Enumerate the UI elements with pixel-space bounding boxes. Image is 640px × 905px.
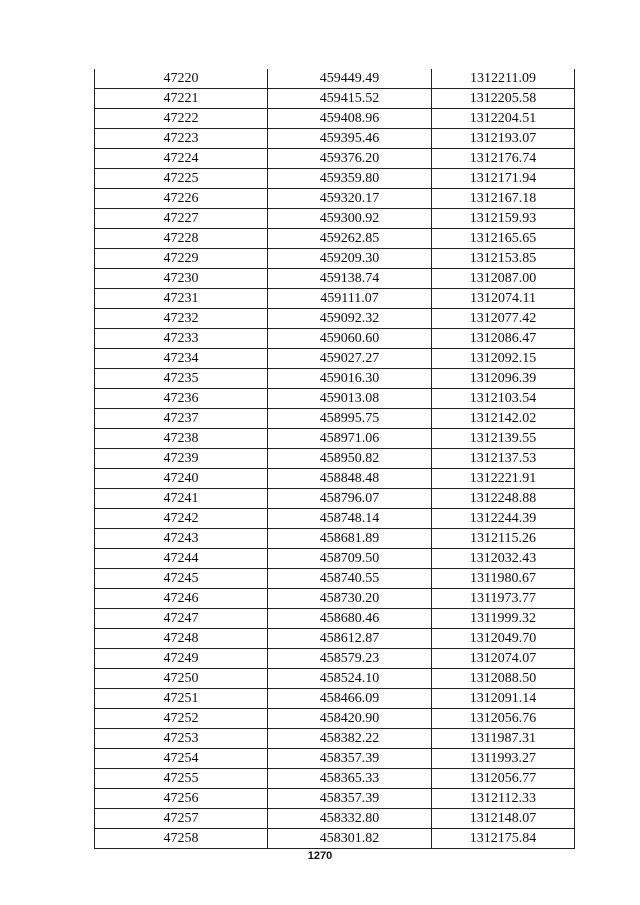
point-id-cell: 47238 xyxy=(95,429,268,449)
y-coordinate-cell: 1312032.43 xyxy=(432,549,575,569)
y-coordinate-cell: 1312204.51 xyxy=(432,109,575,129)
y-coordinate-cell: 1312205.58 xyxy=(432,89,575,109)
table-row xyxy=(95,409,575,429)
x-coordinate-cell: 459016.30 xyxy=(268,369,432,389)
point-id-cell: 47227 xyxy=(95,209,268,229)
y-coordinate-cell: 1311987.31 xyxy=(432,729,575,749)
point-id-cell: 47226 xyxy=(95,189,268,209)
x-coordinate-cell: 458579.23 xyxy=(268,649,432,669)
table-row xyxy=(95,309,575,329)
x-coordinate-cell: 458748.14 xyxy=(268,509,432,529)
x-coordinate-cell: 458995.75 xyxy=(268,409,432,429)
x-coordinate-cell: 459359.80 xyxy=(268,169,432,189)
y-coordinate-cell: 1312049.70 xyxy=(432,629,575,649)
table-row xyxy=(95,169,575,189)
x-coordinate-cell: 459449.49 xyxy=(268,69,432,89)
point-id-cell: 47229 xyxy=(95,249,268,269)
x-coordinate-cell: 459027.27 xyxy=(268,349,432,369)
table-row xyxy=(95,329,575,349)
table-row xyxy=(95,249,575,269)
y-coordinate-cell: 1312074.11 xyxy=(432,289,575,309)
point-id-cell: 47240 xyxy=(95,469,268,489)
y-coordinate-cell: 1312115.26 xyxy=(432,529,575,549)
x-coordinate-cell: 459395.46 xyxy=(268,129,432,149)
table-row xyxy=(95,809,575,829)
y-coordinate-cell: 1312087.00 xyxy=(432,269,575,289)
point-id-cell: 47222 xyxy=(95,109,268,129)
y-coordinate-cell: 1312175.84 xyxy=(432,829,575,849)
point-id-cell: 47224 xyxy=(95,149,268,169)
point-id-cell: 47223 xyxy=(95,129,268,149)
y-coordinate-cell: 1312103.54 xyxy=(432,389,575,409)
y-coordinate-cell: 1311993.27 xyxy=(432,749,575,769)
table-row xyxy=(95,829,575,849)
point-id-cell: 47258 xyxy=(95,829,268,849)
x-coordinate-cell: 458332.80 xyxy=(268,809,432,829)
y-coordinate-cell: 1312091.14 xyxy=(432,689,575,709)
x-coordinate-cell: 459300.92 xyxy=(268,209,432,229)
x-coordinate-cell: 458524.10 xyxy=(268,669,432,689)
point-id-cell: 47245 xyxy=(95,569,268,589)
point-id-cell: 47249 xyxy=(95,649,268,669)
table-row xyxy=(95,769,575,789)
table-row xyxy=(95,229,575,249)
table-row xyxy=(95,289,575,309)
point-id-cell: 47234 xyxy=(95,349,268,369)
x-coordinate-cell: 458730.20 xyxy=(268,589,432,609)
y-coordinate-cell: 1312193.07 xyxy=(432,129,575,149)
y-coordinate-cell: 1312074.07 xyxy=(432,649,575,669)
y-coordinate-cell: 1312056.76 xyxy=(432,709,575,729)
x-coordinate-cell: 458796.07 xyxy=(268,489,432,509)
point-id-cell: 47243 xyxy=(95,529,268,549)
point-id-cell: 47242 xyxy=(95,509,268,529)
x-coordinate-cell: 459092.32 xyxy=(268,309,432,329)
table-row xyxy=(95,89,575,109)
y-coordinate-cell: 1312165.65 xyxy=(432,229,575,249)
point-id-cell: 47230 xyxy=(95,269,268,289)
point-id-cell: 47235 xyxy=(95,369,268,389)
y-coordinate-cell: 1312221.91 xyxy=(432,469,575,489)
y-coordinate-cell: 1312142.02 xyxy=(432,409,575,429)
point-id-cell: 47253 xyxy=(95,729,268,749)
point-id-cell: 47244 xyxy=(95,549,268,569)
table-row xyxy=(95,389,575,409)
table-row xyxy=(95,509,575,529)
table-row xyxy=(95,789,575,809)
x-coordinate-cell: 458681.89 xyxy=(268,529,432,549)
coordinates-table-body xyxy=(95,69,575,849)
y-coordinate-cell: 1311980.67 xyxy=(432,569,575,589)
x-coordinate-cell: 458680.46 xyxy=(268,609,432,629)
x-coordinate-cell: 458420.90 xyxy=(268,709,432,729)
y-coordinate-cell: 1312112.33 xyxy=(432,789,575,809)
table-row xyxy=(95,669,575,689)
x-coordinate-cell: 458382.22 xyxy=(268,729,432,749)
point-id-cell: 47236 xyxy=(95,389,268,409)
table-row xyxy=(95,349,575,369)
table-row xyxy=(95,149,575,169)
y-coordinate-cell: 1312167.18 xyxy=(432,189,575,209)
point-id-cell: 47239 xyxy=(95,449,268,469)
y-coordinate-cell: 1312248.88 xyxy=(432,489,575,509)
x-coordinate-cell: 459376.20 xyxy=(268,149,432,169)
x-coordinate-cell: 458971.06 xyxy=(268,429,432,449)
y-coordinate-cell: 1312056.77 xyxy=(432,769,575,789)
table-row xyxy=(95,589,575,609)
table-row xyxy=(95,449,575,469)
x-coordinate-cell: 459320.17 xyxy=(268,189,432,209)
table-row xyxy=(95,549,575,569)
y-coordinate-cell: 1312137.53 xyxy=(432,449,575,469)
x-coordinate-cell: 458612.87 xyxy=(268,629,432,649)
x-coordinate-cell: 459408.96 xyxy=(268,109,432,129)
y-coordinate-cell: 1312171.94 xyxy=(432,169,575,189)
y-coordinate-cell: 1312244.39 xyxy=(432,509,575,529)
x-coordinate-cell: 458357.39 xyxy=(268,789,432,809)
table-row xyxy=(95,689,575,709)
x-coordinate-cell: 458848.48 xyxy=(268,469,432,489)
y-coordinate-cell: 1312148.07 xyxy=(432,809,575,829)
table-row xyxy=(95,609,575,629)
point-id-cell: 47228 xyxy=(95,229,268,249)
table-row xyxy=(95,209,575,229)
y-coordinate-cell: 1312092.15 xyxy=(432,349,575,369)
x-coordinate-cell: 458357.39 xyxy=(268,749,432,769)
x-coordinate-cell: 459262.85 xyxy=(268,229,432,249)
point-id-cell: 47225 xyxy=(95,169,268,189)
y-coordinate-cell: 1312088.50 xyxy=(432,669,575,689)
y-coordinate-cell: 1312211.09 xyxy=(432,69,575,89)
point-id-cell: 47250 xyxy=(95,669,268,689)
x-coordinate-cell: 459415.52 xyxy=(268,89,432,109)
y-coordinate-cell: 1312159.93 xyxy=(432,209,575,229)
table-row xyxy=(95,569,575,589)
x-coordinate-cell: 458740.55 xyxy=(268,569,432,589)
table-row xyxy=(95,469,575,489)
y-coordinate-cell: 1312139.55 xyxy=(432,429,575,449)
y-coordinate-cell: 1312086.47 xyxy=(432,329,575,349)
point-id-cell: 47254 xyxy=(95,749,268,769)
table-row xyxy=(95,269,575,289)
point-id-cell: 47237 xyxy=(95,409,268,429)
x-coordinate-cell: 459013.08 xyxy=(268,389,432,409)
table-row xyxy=(95,709,575,729)
table-row xyxy=(95,189,575,209)
table-row xyxy=(95,529,575,549)
point-id-cell: 47257 xyxy=(95,809,268,829)
point-id-cell: 47255 xyxy=(95,769,268,789)
page-number: 1270 xyxy=(307,850,333,862)
point-id-cell: 47251 xyxy=(95,689,268,709)
table-row xyxy=(95,369,575,389)
table-row xyxy=(95,649,575,669)
table-row xyxy=(95,109,575,129)
y-coordinate-cell: 1311999.32 xyxy=(432,609,575,629)
point-id-cell: 47247 xyxy=(95,609,268,629)
x-coordinate-cell: 458709.50 xyxy=(268,549,432,569)
x-coordinate-cell: 458301.82 xyxy=(268,829,432,849)
y-coordinate-cell: 1312153.85 xyxy=(432,249,575,269)
table-row xyxy=(95,129,575,149)
y-coordinate-cell: 1312176.74 xyxy=(432,149,575,169)
table-row xyxy=(95,429,575,449)
point-id-cell: 47248 xyxy=(95,629,268,649)
point-id-cell: 47241 xyxy=(95,489,268,509)
table-row xyxy=(95,69,575,89)
x-coordinate-cell: 459209.30 xyxy=(268,249,432,269)
point-id-cell: 47220 xyxy=(95,69,268,89)
x-coordinate-cell: 458365.33 xyxy=(268,769,432,789)
x-coordinate-cell: 459138.74 xyxy=(268,269,432,289)
table-row xyxy=(95,489,575,509)
x-coordinate-cell: 458950.82 xyxy=(268,449,432,469)
coordinates-table xyxy=(94,69,575,849)
x-coordinate-cell: 459111.07 xyxy=(268,289,432,309)
point-id-cell: 47231 xyxy=(95,289,268,309)
table-row xyxy=(95,729,575,749)
y-coordinate-cell: 1312077.42 xyxy=(432,309,575,329)
point-id-cell: 47252 xyxy=(95,709,268,729)
point-id-cell: 47246 xyxy=(95,589,268,609)
x-coordinate-cell: 459060.60 xyxy=(268,329,432,349)
y-coordinate-cell: 1312096.39 xyxy=(432,369,575,389)
table-row xyxy=(95,629,575,649)
y-coordinate-cell: 1311973.77 xyxy=(432,589,575,609)
point-id-cell: 47232 xyxy=(95,309,268,329)
table-row xyxy=(95,749,575,769)
point-id-cell: 47233 xyxy=(95,329,268,349)
x-coordinate-cell: 458466.09 xyxy=(268,689,432,709)
point-id-cell: 47256 xyxy=(95,789,268,809)
point-id-cell: 47221 xyxy=(95,89,268,109)
